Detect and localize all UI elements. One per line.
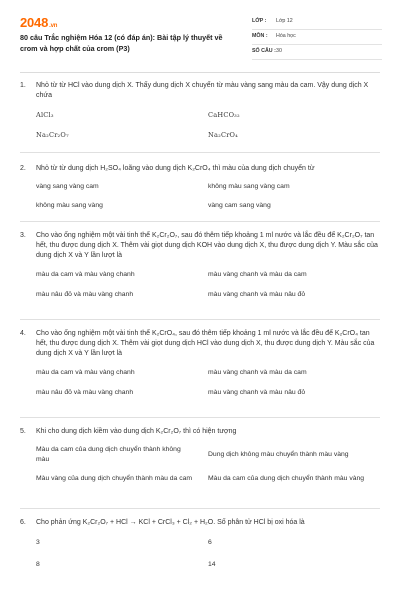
quiz-meta: [252, 15, 382, 60]
answer-option[interactable]: Màu da cam của dung dịch chuyển thành màu vàng: [208, 475, 365, 483]
site-logo-text: 2048: [20, 15, 49, 30]
question-number: 6.: [20, 519, 26, 526]
question-5: [20, 418, 380, 509]
question-6: [20, 509, 380, 591]
question-number: 1.: [20, 82, 26, 89]
answer-option[interactable]: Na₂Cr₂O₇: [36, 130, 69, 139]
question-number: 5.: [20, 428, 26, 435]
meta-label: MÔN :: [252, 33, 268, 40]
answer-option[interactable]: 14: [208, 560, 216, 568]
question-text: Khi cho dung dịch kiềm vào dung dịch K₂Cr₂O₇ thì có hiện tượng: [36, 428, 237, 435]
question-list: [20, 79, 380, 591]
header-divider: [20, 72, 380, 73]
answer-option[interactable]: màu da cam và màu vàng chanh: [36, 369, 135, 377]
answer-option[interactable]: CaHCO₃₂: [208, 111, 240, 120]
answer-option[interactable]: AlCl₃: [36, 111, 54, 120]
answer-option[interactable]: màu vàng chanh và màu da cam: [208, 271, 307, 279]
meta-row-count: [252, 45, 382, 60]
answer-option[interactable]: màu vàng chanh và màu da cam: [208, 369, 307, 377]
meta-label: LỚP :: [252, 18, 267, 25]
answer-option[interactable]: màu da cam và màu vàng chanh: [36, 271, 135, 279]
question-number: 2.: [20, 165, 26, 172]
answer-option[interactable]: vàng sang vàng cam: [36, 183, 99, 191]
site-logo-suffix: .vn: [49, 23, 58, 29]
meta-row-class: [252, 15, 382, 30]
answer-option[interactable]: 3: [36, 539, 40, 547]
question-number: 3.: [20, 232, 26, 239]
answer-option[interactable]: 6: [208, 539, 212, 547]
question-3: [20, 222, 380, 320]
question-2: [20, 153, 380, 222]
question-text: Nhỏ từ từ dung dịch H₂SO₄ loãng vào dung dịch K₂CrO₄ thì màu của dung dịch chuyển từ: [36, 165, 315, 172]
meta-value: Hóa học: [276, 33, 296, 40]
meta-label: SỐ CÂU :: [252, 48, 276, 55]
answer-option[interactable]: Màu vàng của dung dịch chuyển thành màu da cam: [36, 475, 193, 483]
site-logo[interactable]: [20, 14, 57, 33]
page-title: 80 câu Trắc nghiệm Hóa 12 (có đáp án): Bài tập lý thuyết về crom và hợp chất của crom (P3): [20, 33, 223, 53]
answer-option[interactable]: màu nâu đỏ và màu vàng chanh: [36, 388, 134, 396]
meta-row-subject: [252, 30, 382, 45]
question-text: Cho phản ứng K₂Cr₂O₇ + HCl → KCl + CrCl₃ + Cl₂ + H₂O. Số phân tử HCl bị oxi hóa là: [36, 519, 305, 526]
answer-option[interactable]: không màu sang vàng cam: [208, 183, 290, 191]
answer-option[interactable]: Na₂CrO₄: [208, 130, 238, 139]
page-header: [20, 14, 382, 68]
question-1: [20, 79, 380, 153]
answer-option[interactable]: không màu sang vàng: [36, 201, 103, 209]
answer-option[interactable]: màu nâu đỏ và màu vàng chanh: [36, 290, 134, 298]
answer-option[interactable]: 8: [36, 560, 40, 568]
question-text: Nhỏ từ từ HCl vào dung dịch X. Thấy dung dịch X chuyển từ màu vàng sang màu da cam. Vậy dung dịch X chứa: [36, 82, 369, 100]
answer-option[interactable]: màu vàng chanh và màu nâu đỏ: [208, 290, 306, 298]
answer-option[interactable]: vàng cam sang vàng: [208, 201, 271, 209]
answer-option[interactable]: màu vàng chanh và màu nâu đỏ: [208, 388, 306, 396]
answer-option[interactable]: Dung dịch không màu chuyển thành màu vàng: [208, 450, 349, 458]
question-4: [20, 320, 380, 418]
question-text: Cho vào ống nghiệm một vài tinh thể K₂Cr₂O₇, sau đó thêm tiếp khoảng 1 ml nước và lắc đều để K₂Cr₂O₇ tan hết, thu được dung dịch X. Thêm vài giọt dung dịch KOH vào dung dịch X, thu được dung dịch Y. Màu sắc của dung dịch X và Y lần lượt là: [36, 232, 378, 260]
question-text: Cho vào ống nghiệm một vài tinh thể K₂CrO₄, sau đó thêm tiếp khoảng 1 ml nước và lắc đều để K₂CrO₄ tan hết, thu được dung dịch X. Thêm vài giọt dung dịch HCl vào dung dịch X, thu được dung dịch Y. Màu sắc của dung dịch X và Y lần lượt là: [36, 330, 375, 358]
meta-value: Lớp 12: [276, 18, 293, 25]
question-number: 4.: [20, 330, 26, 337]
meta-value: 30: [276, 48, 282, 55]
answer-option[interactable]: Màu da cam của dung dịch chuyển thành không màu: [36, 446, 181, 463]
